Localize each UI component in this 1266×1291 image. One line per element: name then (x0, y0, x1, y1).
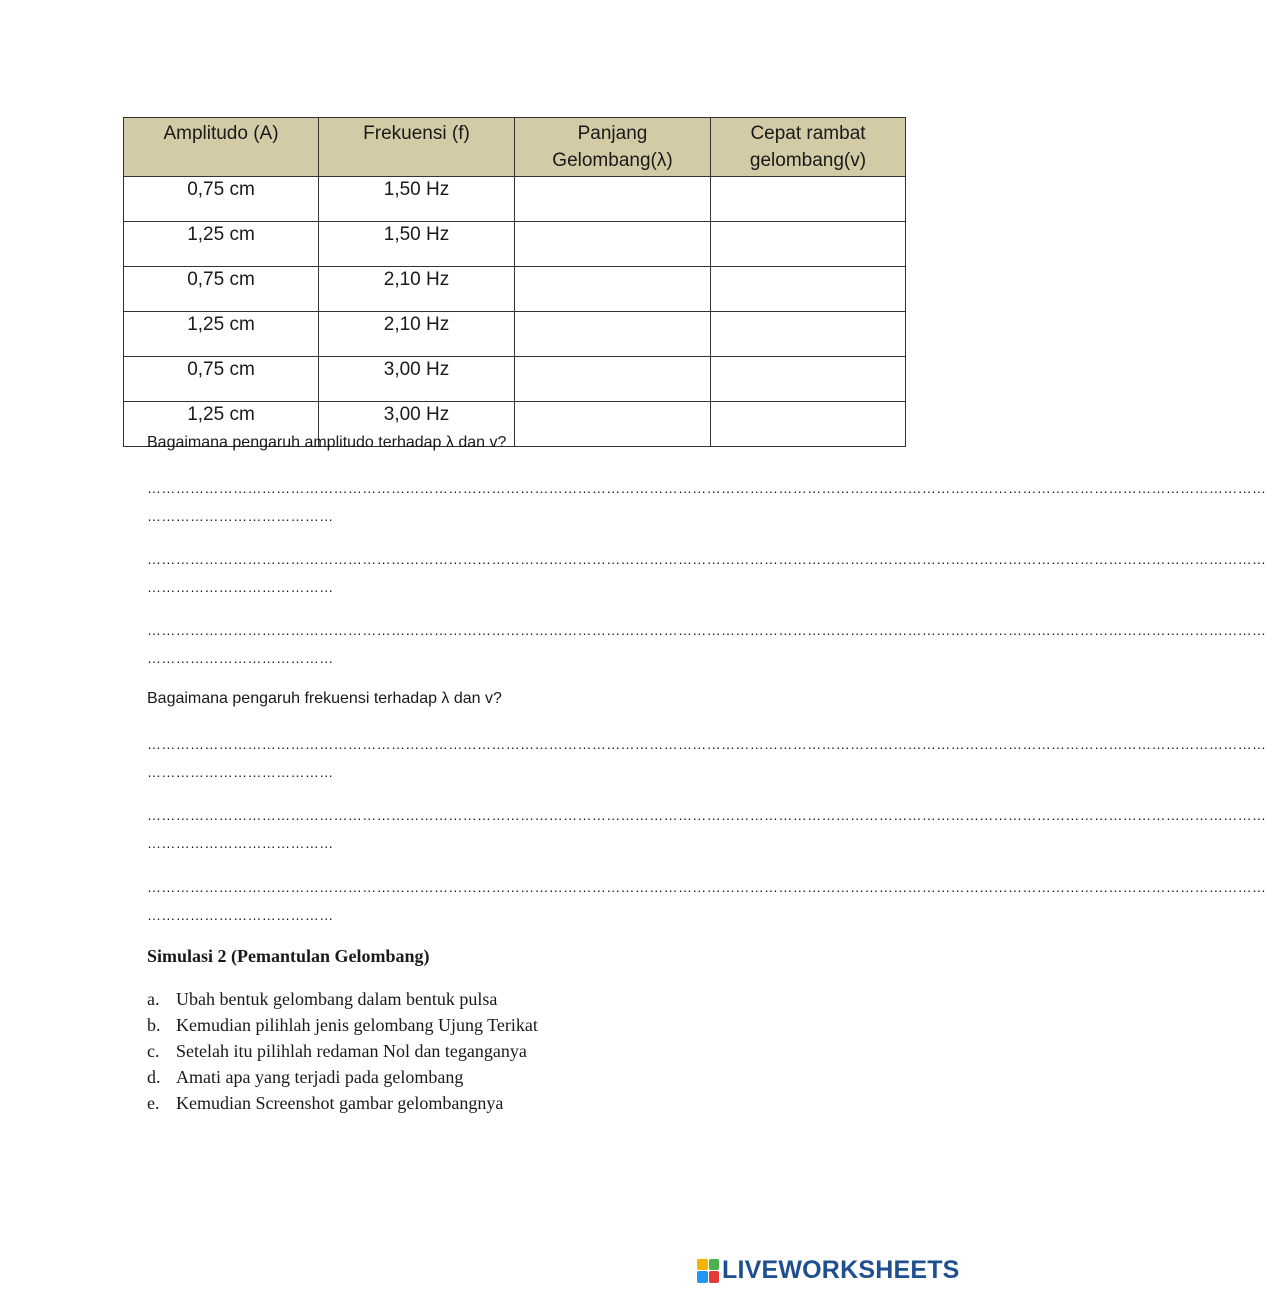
speed-answer-cell[interactable] (711, 222, 906, 267)
speed-answer-cell[interactable] (711, 402, 906, 447)
header-amplitude: Amplitudo (A) (124, 118, 319, 177)
table-row (124, 177, 906, 222)
data-table (123, 117, 906, 447)
wavelength-answer-cell[interactable] (515, 402, 711, 447)
table-row (124, 312, 906, 357)
list-item-text: Kemudian Screenshot gambar gelombangnya (176, 1093, 504, 1113)
answer-line[interactable]: ……………………………………………………………………………………………………………………………………………………………………………………………………………… (147, 622, 1266, 638)
frequency-cell: 1,50 Hz (319, 177, 515, 222)
list-marker: b. (147, 1015, 161, 1035)
list-marker: c. (147, 1041, 160, 1061)
logo-icon-square (697, 1271, 708, 1283)
amplitude-cell: 0,75 cm (124, 177, 319, 222)
amplitude-cell: 1,25 cm (124, 312, 319, 357)
wavelength-answer-cell[interactable] (515, 177, 711, 222)
amplitude-cell: 0,75 cm (124, 357, 319, 402)
list-marker: e. (147, 1093, 160, 1113)
list-marker: d. (147, 1067, 161, 1087)
answer-line[interactable]: ……………………………………………………………………………………………………………………………………………………………………………………………………………… (147, 551, 1266, 567)
wavelength-answer-cell[interactable] (515, 267, 711, 312)
answer-line[interactable]: ……………………………………………………………………………………………………………………………………………………………………………………………………………… (147, 879, 1266, 895)
logo-icon-square (709, 1271, 720, 1283)
speed-answer-cell[interactable] (711, 357, 906, 402)
amplitude-cell: 1,25 cm (124, 222, 319, 267)
wavelength-answer-cell[interactable] (515, 357, 711, 402)
frequency-cell: 3,00 Hz (319, 402, 515, 447)
answer-line-short[interactable]: ………………………………… (147, 764, 334, 780)
list-item (147, 1038, 538, 1064)
frequency-cell: 2,10 Hz (319, 312, 515, 357)
answer-line-short[interactable]: ………………………………… (147, 650, 334, 666)
frequency-cell: 3,00 Hz (319, 357, 515, 402)
table-header-row (124, 118, 906, 177)
answer-line-short[interactable]: ………………………………… (147, 835, 334, 851)
answer-line[interactable]: ……………………………………………………………………………………………………………………………………………………………………………………………………………… (147, 480, 1266, 496)
header-frequency: Frekuensi (f) (319, 118, 515, 177)
amplitude-cell: 0,75 cm (124, 267, 319, 312)
list-item-text: Kemudian pilihlah jenis gelombang Ujung Terikat (176, 1015, 538, 1035)
steps-list (147, 986, 538, 1116)
logo-icon (697, 1259, 719, 1283)
logo-icon-square (709, 1259, 720, 1271)
answer-line[interactable]: ……………………………………………………………………………………………………………………………………………………………………………………………………………… (147, 807, 1266, 823)
question-frequency-effect: Bagaimana pengaruh frekuensi terhadap λ dan v? (147, 690, 502, 707)
speed-answer-cell[interactable] (711, 267, 906, 312)
answer-line-short[interactable]: ………………………………… (147, 907, 334, 923)
list-item (147, 1090, 538, 1116)
header-wave-speed: Cepat rambat gelombang(v) (711, 118, 906, 177)
header-wavelength: Panjang Gelombang(λ) (515, 118, 711, 177)
frequency-cell: 2,10 Hz (319, 267, 515, 312)
table-row (124, 357, 906, 402)
list-item (147, 1012, 538, 1038)
wavelength-answer-cell[interactable] (515, 222, 711, 267)
answer-line[interactable]: ……………………………………………………………………………………………………………………………………………………………………………………………………………… (147, 736, 1266, 752)
list-item (147, 1064, 538, 1090)
list-item-text: Setelah itu pilihlah redaman Nol dan teganganya (176, 1041, 527, 1061)
answer-line-short[interactable]: ………………………………… (147, 579, 334, 595)
answer-line-short[interactable]: ………………………………… (147, 508, 334, 524)
table-row (124, 267, 906, 312)
table-row (124, 222, 906, 267)
list-marker: a. (147, 989, 160, 1009)
question-amplitude-effect: Bagaimana pengaruh amplitudo terhadap λ dan v? (147, 434, 507, 451)
frequency-cell: 1,50 Hz (319, 222, 515, 267)
speed-answer-cell[interactable] (711, 177, 906, 222)
section-title: Simulasi 2 (Pemantulan Gelombang) (147, 946, 430, 966)
wavelength-answer-cell[interactable] (515, 312, 711, 357)
list-item (147, 986, 538, 1012)
list-item-text: Ubah bentuk gelombang dalam bentuk pulsa (176, 989, 498, 1009)
liveworksheets-logo (697, 1256, 960, 1285)
amplitude-cell: 1,25 cm (124, 402, 319, 447)
logo-text: LIVEWORKSHEETS (722, 1256, 960, 1284)
speed-answer-cell[interactable] (711, 312, 906, 357)
list-item-text: Amati apa yang terjadi pada gelombang (176, 1067, 464, 1087)
logo-icon-square (697, 1259, 708, 1271)
